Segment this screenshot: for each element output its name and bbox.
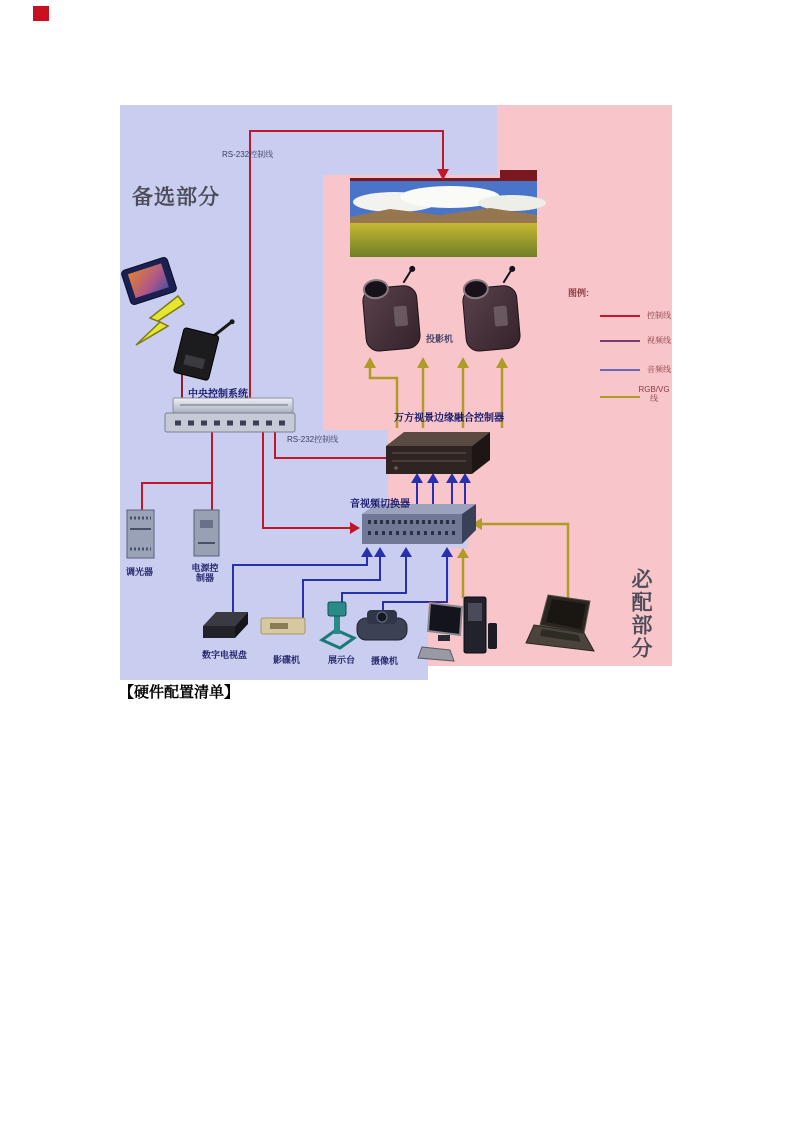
legend-item-control: 控制线 (647, 311, 671, 320)
central-control-rack (165, 398, 295, 432)
dvd-player-device (261, 618, 305, 634)
rs232-top-label: RS-232控制线 (222, 150, 274, 159)
rs232-mid-label: RS-232控制线 (287, 435, 339, 444)
central-control-label: 中央控制系统 (188, 389, 248, 400)
power-controller-device (194, 510, 219, 556)
dimmer-device (127, 510, 154, 558)
legend-item-audio: 音频线 (647, 365, 671, 374)
power-controller-label: 电源控制器 (191, 563, 219, 583)
av-switcher (362, 504, 476, 544)
red-marker (33, 6, 49, 21)
dvd-player-label: 影碟机 (273, 655, 301, 665)
dimmer-label: 调光器 (126, 567, 154, 577)
system-diagram (120, 105, 672, 680)
edge-blender-computer (386, 432, 490, 474)
projectors-label: 投影机 (426, 334, 454, 344)
legend-item-rgb: RGB/VG线 (638, 385, 670, 403)
screen-photo (350, 170, 546, 257)
legend-item-video: 视频线 (647, 336, 671, 345)
legend-title: 图例: (568, 288, 589, 298)
required-zone-label: 必配部分 (629, 568, 652, 660)
av-switcher-label: 音视频切换器 (350, 499, 410, 510)
edge-blender-label: 万方视景边缘融合控制器 (394, 413, 504, 424)
optional-zone-label: 备选部分 (132, 186, 220, 209)
camera-label: 摄像机 (371, 656, 399, 666)
presenter-label: 展示台 (328, 655, 356, 665)
hardware-list-caption: 【硬件配置清单】 (119, 685, 240, 701)
digital-tv-label: 数字电视盘 (202, 650, 248, 660)
